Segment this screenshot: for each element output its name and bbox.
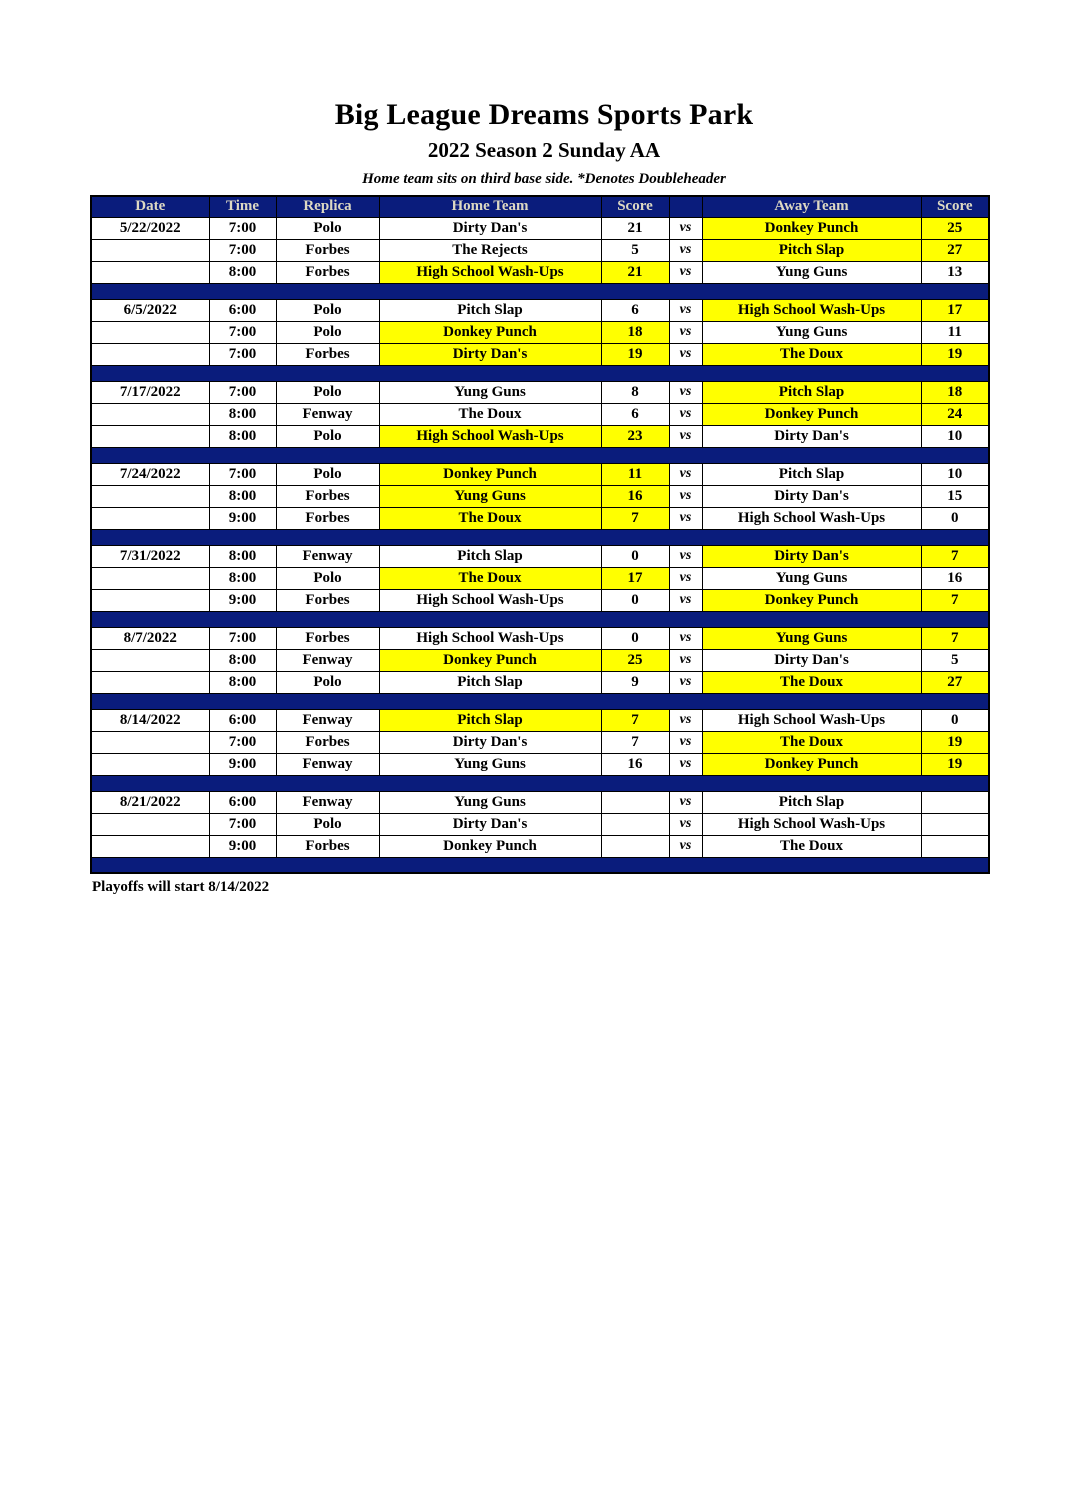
replica-cell: Polo <box>276 813 379 835</box>
away-score-cell <box>921 835 989 857</box>
vs-cell: vs <box>669 753 702 775</box>
away-score-cell: 7 <box>921 627 989 649</box>
date-cell: 8/14/2022 <box>91 709 209 731</box>
away-score-cell <box>921 791 989 813</box>
time-cell: 7:00 <box>209 813 276 835</box>
away-team-cell: Pitch Slap <box>702 791 921 813</box>
page-subtitle: 2022 Season 2 Sunday AA <box>427 138 661 162</box>
separator-bar <box>91 365 989 381</box>
away-score-cell: 27 <box>921 671 989 693</box>
game-row <box>91 627 989 649</box>
header-replica: Replica <box>276 196 379 217</box>
header-home-team: Home Team <box>379 196 601 217</box>
game-row <box>91 485 989 507</box>
date-cell: 6/5/2022 <box>91 299 209 321</box>
replica-cell: Polo <box>276 567 379 589</box>
schedule-page <box>0 98 1088 896</box>
vs-cell: vs <box>669 463 702 485</box>
away-team-cell: Pitch Slap <box>702 463 921 485</box>
away-team-cell: Donkey Punch <box>702 403 921 425</box>
replica-cell: Fenway <box>276 791 379 813</box>
vs-cell: vs <box>669 813 702 835</box>
home-score-cell: 21 <box>601 217 669 239</box>
replica-cell: Forbes <box>276 507 379 529</box>
time-cell: 6:00 <box>209 791 276 813</box>
game-row <box>91 589 989 611</box>
time-cell: 8:00 <box>209 425 276 447</box>
game-row <box>91 709 989 731</box>
page-title: Big League Dreams Sports Park <box>334 98 754 131</box>
away-team-cell: The Doux <box>702 671 921 693</box>
home-score-cell: 0 <box>601 589 669 611</box>
time-cell: 7:00 <box>209 731 276 753</box>
away-team-cell: Dirty Dan's <box>702 425 921 447</box>
playoffs-note: Playoffs will start 8/14/2022 <box>92 879 270 895</box>
vs-cell: vs <box>669 403 702 425</box>
game-row <box>91 545 989 567</box>
time-cell: 8:00 <box>209 649 276 671</box>
header-date: Date <box>91 196 209 217</box>
home-team-cell: Dirty Dan's <box>379 217 601 239</box>
vs-cell: vs <box>669 425 702 447</box>
away-team-cell: Dirty Dan's <box>702 485 921 507</box>
vs-cell: vs <box>669 835 702 857</box>
separator-bar <box>91 775 989 791</box>
date-cell <box>91 425 209 447</box>
separator-row <box>91 693 989 709</box>
away-score-cell: 0 <box>921 507 989 529</box>
separator-bar <box>91 611 989 627</box>
away-team-cell: Yung Guns <box>702 567 921 589</box>
away-team-cell: Dirty Dan's <box>702 545 921 567</box>
replica-cell: Forbes <box>276 589 379 611</box>
date-cell <box>91 731 209 753</box>
home-team-cell: Dirty Dan's <box>379 813 601 835</box>
time-cell: 7:00 <box>209 321 276 343</box>
date-cell <box>91 835 209 857</box>
vs-cell: vs <box>669 589 702 611</box>
vs-cell: vs <box>669 731 702 753</box>
home-score-cell: 18 <box>601 321 669 343</box>
home-team-cell: Dirty Dan's <box>379 343 601 365</box>
date-cell <box>91 813 209 835</box>
replica-cell: Fenway <box>276 649 379 671</box>
away-score-cell: 18 <box>921 381 989 403</box>
away-score-cell: 15 <box>921 485 989 507</box>
replica-cell: Forbes <box>276 485 379 507</box>
time-cell: 7:00 <box>209 381 276 403</box>
replica-cell: Forbes <box>276 627 379 649</box>
away-score-cell: 19 <box>921 343 989 365</box>
replica-cell: Polo <box>276 321 379 343</box>
separator-bar <box>91 857 989 873</box>
away-score-cell: 13 <box>921 261 989 283</box>
replica-cell: Polo <box>276 425 379 447</box>
header-away-team: Away Team <box>702 196 921 217</box>
separator-row <box>91 283 989 299</box>
away-team-cell: Donkey Punch <box>702 217 921 239</box>
vs-cell: vs <box>669 343 702 365</box>
vs-cell: vs <box>669 649 702 671</box>
away-team-cell: Yung Guns <box>702 627 921 649</box>
away-score-cell: 5 <box>921 649 989 671</box>
away-team-cell: The Doux <box>702 343 921 365</box>
home-team-cell: Donkey Punch <box>379 321 601 343</box>
replica-cell: Polo <box>276 381 379 403</box>
game-row <box>91 403 989 425</box>
home-team-cell: High School Wash-Ups <box>379 261 601 283</box>
time-cell: 6:00 <box>209 709 276 731</box>
away-team-cell: Dirty Dan's <box>702 649 921 671</box>
replica-cell: Fenway <box>276 753 379 775</box>
date-cell: 8/21/2022 <box>91 791 209 813</box>
replica-cell: Polo <box>276 671 379 693</box>
home-team-cell: The Doux <box>379 567 601 589</box>
home-team-cell: The Rejects <box>379 239 601 261</box>
away-score-cell: 11 <box>921 321 989 343</box>
home-score-cell: 5 <box>601 239 669 261</box>
game-row <box>91 261 989 283</box>
away-team-cell: Donkey Punch <box>702 589 921 611</box>
away-team-cell: Yung Guns <box>702 321 921 343</box>
date-cell <box>91 589 209 611</box>
away-score-cell: 7 <box>921 545 989 567</box>
game-row <box>91 381 989 403</box>
home-score-cell <box>601 791 669 813</box>
date-cell: 5/22/2022 <box>91 217 209 239</box>
away-score-cell: 17 <box>921 299 989 321</box>
vs-cell: vs <box>669 545 702 567</box>
away-score-cell: 25 <box>921 217 989 239</box>
time-cell: 8:00 <box>209 545 276 567</box>
replica-cell: Fenway <box>276 403 379 425</box>
replica-cell: Fenway <box>276 545 379 567</box>
date-cell <box>91 343 209 365</box>
time-cell: 7:00 <box>209 627 276 649</box>
time-cell: 7:00 <box>209 217 276 239</box>
replica-cell: Forbes <box>276 731 379 753</box>
game-row <box>91 813 989 835</box>
replica-cell: Forbes <box>276 261 379 283</box>
vs-cell: vs <box>669 671 702 693</box>
game-row <box>91 343 989 365</box>
date-cell: 7/31/2022 <box>91 545 209 567</box>
date-cell <box>91 485 209 507</box>
schedule-table <box>90 195 990 874</box>
date-cell <box>91 671 209 693</box>
separator-row <box>91 529 989 545</box>
game-row <box>91 671 989 693</box>
home-team-cell: Pitch Slap <box>379 545 601 567</box>
game-row <box>91 299 989 321</box>
vs-cell: vs <box>669 627 702 649</box>
game-row <box>91 791 989 813</box>
home-score-cell: 16 <box>601 753 669 775</box>
time-cell: 8:00 <box>209 567 276 589</box>
time-cell: 8:00 <box>209 485 276 507</box>
home-score-cell: 7 <box>601 507 669 529</box>
away-team-cell: Yung Guns <box>702 261 921 283</box>
home-team-cell: Yung Guns <box>379 753 601 775</box>
replica-cell: Forbes <box>276 343 379 365</box>
header-away-score: Score <box>921 196 989 217</box>
time-cell: 8:00 <box>209 403 276 425</box>
away-score-cell <box>921 813 989 835</box>
date-cell: 8/7/2022 <box>91 627 209 649</box>
date-cell <box>91 239 209 261</box>
time-cell: 9:00 <box>209 835 276 857</box>
away-team-cell: Pitch Slap <box>702 381 921 403</box>
home-team-cell: High School Wash-Ups <box>379 589 601 611</box>
game-row <box>91 731 989 753</box>
replica-cell: Polo <box>276 217 379 239</box>
game-row <box>91 463 989 485</box>
vs-cell: vs <box>669 709 702 731</box>
home-score-cell: 8 <box>601 381 669 403</box>
game-row <box>91 239 989 261</box>
separator-bar <box>91 693 989 709</box>
separator-row <box>91 365 989 381</box>
home-score-cell: 0 <box>601 627 669 649</box>
away-team-cell: The Doux <box>702 731 921 753</box>
separator-bar <box>91 283 989 299</box>
home-score-cell: 25 <box>601 649 669 671</box>
vs-cell: vs <box>669 261 702 283</box>
date-cell <box>91 753 209 775</box>
away-score-cell: 19 <box>921 753 989 775</box>
home-score-cell: 0 <box>601 545 669 567</box>
home-team-cell: Dirty Dan's <box>379 731 601 753</box>
away-team-cell: Donkey Punch <box>702 753 921 775</box>
home-score-cell <box>601 835 669 857</box>
date-cell <box>91 649 209 671</box>
game-row <box>91 321 989 343</box>
header-home-score: Score <box>601 196 669 217</box>
replica-cell: Polo <box>276 463 379 485</box>
separator-bar <box>91 529 989 545</box>
time-cell: 9:00 <box>209 589 276 611</box>
home-team-cell: Donkey Punch <box>379 463 601 485</box>
date-cell: 7/17/2022 <box>91 381 209 403</box>
vs-cell: vs <box>669 299 702 321</box>
game-row <box>91 835 989 857</box>
away-team-cell: The Doux <box>702 835 921 857</box>
game-row <box>91 753 989 775</box>
time-cell: 7:00 <box>209 239 276 261</box>
home-score-cell: 21 <box>601 261 669 283</box>
date-cell: 7/24/2022 <box>91 463 209 485</box>
game-row <box>91 507 989 529</box>
home-team-cell: Yung Guns <box>379 791 601 813</box>
away-team-cell: High School Wash-Ups <box>702 299 921 321</box>
home-team-cell: Yung Guns <box>379 381 601 403</box>
home-score-cell: 17 <box>601 567 669 589</box>
date-cell <box>91 321 209 343</box>
away-team-cell: High School Wash-Ups <box>702 507 921 529</box>
separator-bar <box>91 447 989 463</box>
home-score-cell: 23 <box>601 425 669 447</box>
date-cell <box>91 567 209 589</box>
date-cell <box>91 261 209 283</box>
replica-cell: Forbes <box>276 835 379 857</box>
home-team-cell: Donkey Punch <box>379 835 601 857</box>
vs-cell: vs <box>669 217 702 239</box>
header-row <box>91 196 989 217</box>
time-cell: 7:00 <box>209 463 276 485</box>
home-team-cell: Pitch Slap <box>379 671 601 693</box>
game-row <box>91 217 989 239</box>
vs-cell: vs <box>669 485 702 507</box>
separator-row <box>91 611 989 627</box>
vs-cell: vs <box>669 381 702 403</box>
game-row <box>91 649 989 671</box>
away-team-cell: High School Wash-Ups <box>702 709 921 731</box>
home-score-cell: 11 <box>601 463 669 485</box>
header-vs-spacer <box>669 196 702 217</box>
away-score-cell: 10 <box>921 425 989 447</box>
replica-cell: Polo <box>276 299 379 321</box>
time-cell: 6:00 <box>209 299 276 321</box>
home-score-cell: 9 <box>601 671 669 693</box>
away-score-cell: 7 <box>921 589 989 611</box>
replica-cell: Fenway <box>276 709 379 731</box>
away-team-cell: Pitch Slap <box>702 239 921 261</box>
home-team-cell: Yung Guns <box>379 485 601 507</box>
time-cell: 7:00 <box>209 343 276 365</box>
date-cell <box>91 403 209 425</box>
home-score-cell: 7 <box>601 731 669 753</box>
replica-cell: Forbes <box>276 239 379 261</box>
vs-cell: vs <box>669 507 702 529</box>
home-team-cell: High School Wash-Ups <box>379 627 601 649</box>
home-score-cell: 6 <box>601 299 669 321</box>
separator-row <box>91 775 989 791</box>
separator-row <box>91 447 989 463</box>
home-team-cell: The Doux <box>379 403 601 425</box>
home-score-cell: 16 <box>601 485 669 507</box>
away-team-cell: High School Wash-Ups <box>702 813 921 835</box>
time-cell: 8:00 <box>209 261 276 283</box>
header-time: Time <box>209 196 276 217</box>
home-team-cell: The Doux <box>379 507 601 529</box>
home-score-cell: 19 <box>601 343 669 365</box>
home-team-cell: Pitch Slap <box>379 709 601 731</box>
home-score-cell: 7 <box>601 709 669 731</box>
away-score-cell: 19 <box>921 731 989 753</box>
home-score-cell <box>601 813 669 835</box>
game-row <box>91 425 989 447</box>
home-team-note: Home team sits on third base side. *Denotes Doubleheader <box>362 171 726 187</box>
away-score-cell: 27 <box>921 239 989 261</box>
date-cell <box>91 507 209 529</box>
home-team-cell: Donkey Punch <box>379 649 601 671</box>
vs-cell: vs <box>669 321 702 343</box>
time-cell: 9:00 <box>209 507 276 529</box>
away-score-cell: 16 <box>921 567 989 589</box>
vs-cell: vs <box>669 791 702 813</box>
separator-row <box>91 857 989 873</box>
home-team-cell: Pitch Slap <box>379 299 601 321</box>
away-score-cell: 10 <box>921 463 989 485</box>
time-cell: 9:00 <box>209 753 276 775</box>
home-score-cell: 6 <box>601 403 669 425</box>
game-row <box>91 567 989 589</box>
away-score-cell: 0 <box>921 709 989 731</box>
home-team-cell: High School Wash-Ups <box>379 425 601 447</box>
vs-cell: vs <box>669 239 702 261</box>
away-score-cell: 24 <box>921 403 989 425</box>
vs-cell: vs <box>669 567 702 589</box>
time-cell: 8:00 <box>209 671 276 693</box>
